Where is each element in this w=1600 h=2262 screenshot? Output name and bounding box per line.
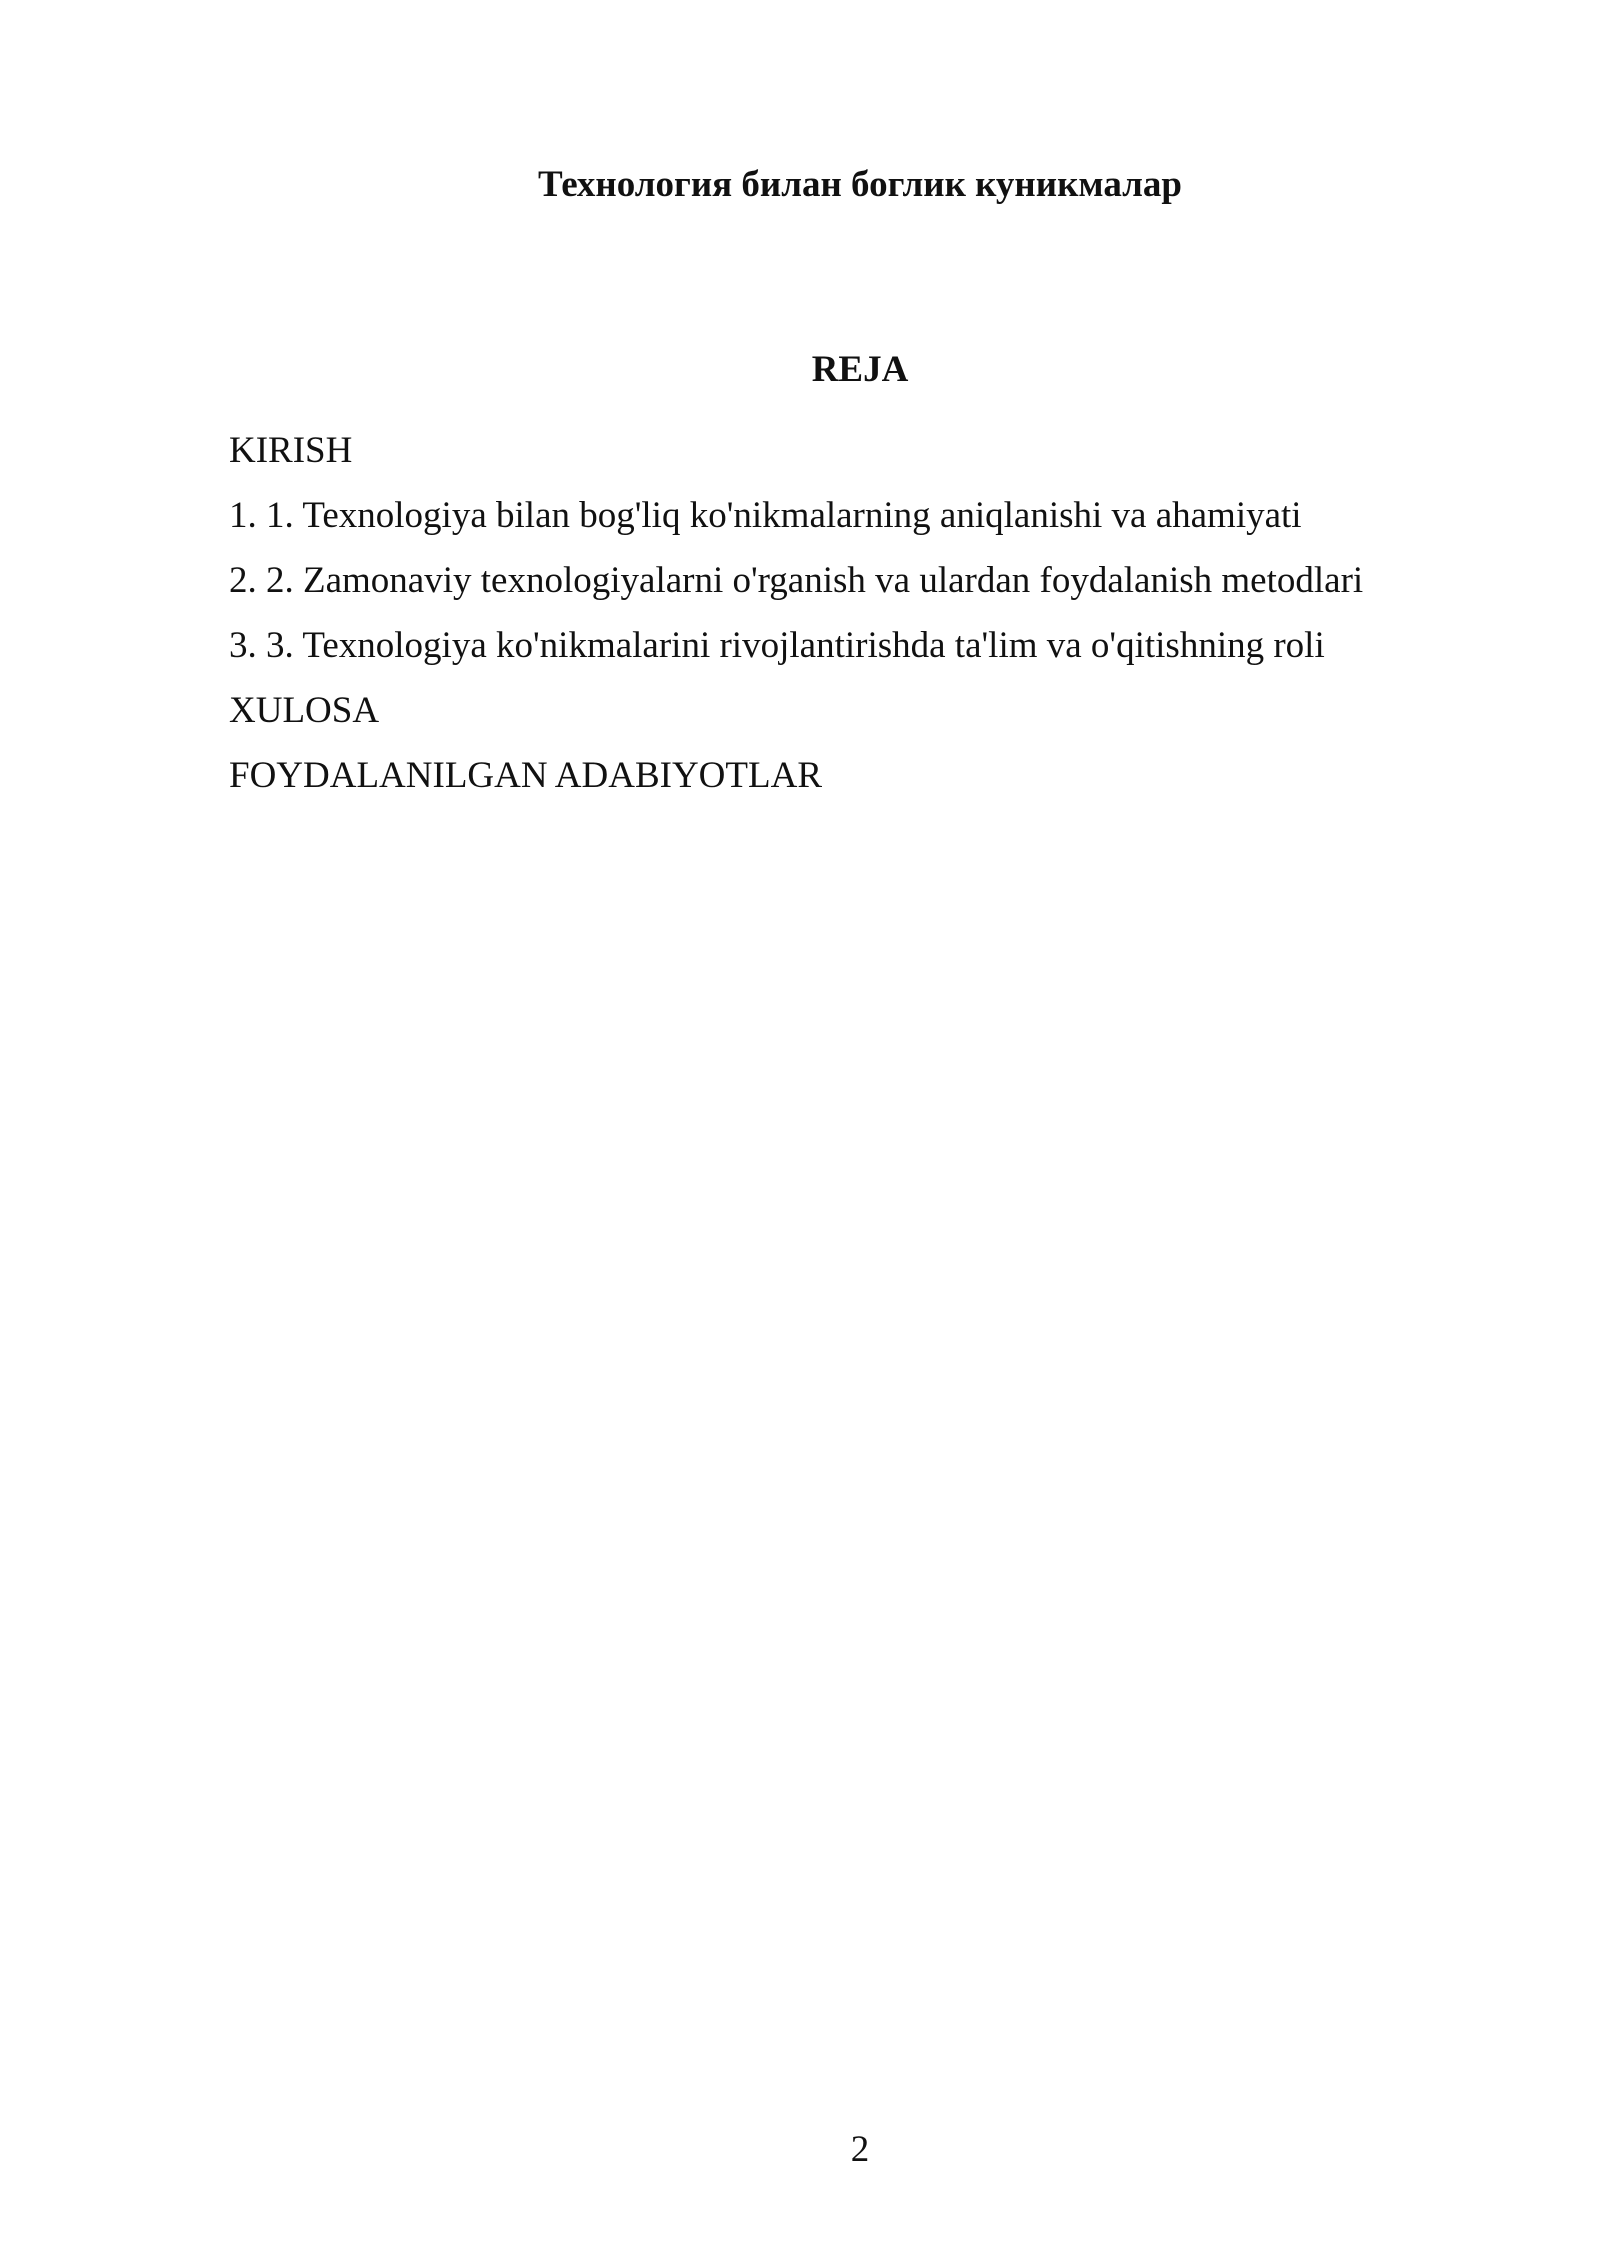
toc-item-section-1: 1. 1. Texnologiya bilan bog'liq ko'nikmalarning aniqlanishi va ahamiyati xyxy=(229,495,1302,536)
toc-item-introduction: KIRISH xyxy=(229,430,353,471)
toc-item-conclusion: XULOSA xyxy=(229,690,380,731)
plan-heading: REJA xyxy=(811,349,909,390)
toc-item-section-3: 3. 3. Texnologiya ko'nikmalarini rivojlantirishda ta'lim va o'qitishning roli xyxy=(229,625,1325,666)
toc-item-section-2: 2. 2. Zamonaviy texnologiyalarni o'rganish va ulardan foydalanish metodlari xyxy=(229,560,1364,601)
table-of-contents xyxy=(229,418,1363,808)
toc-item-references: FOYDALANILGAN ADABIYOTLAR xyxy=(229,755,822,796)
page-number: 2 xyxy=(850,2129,870,2170)
document-title: Технология билан боглик куникмалар xyxy=(537,164,1182,205)
